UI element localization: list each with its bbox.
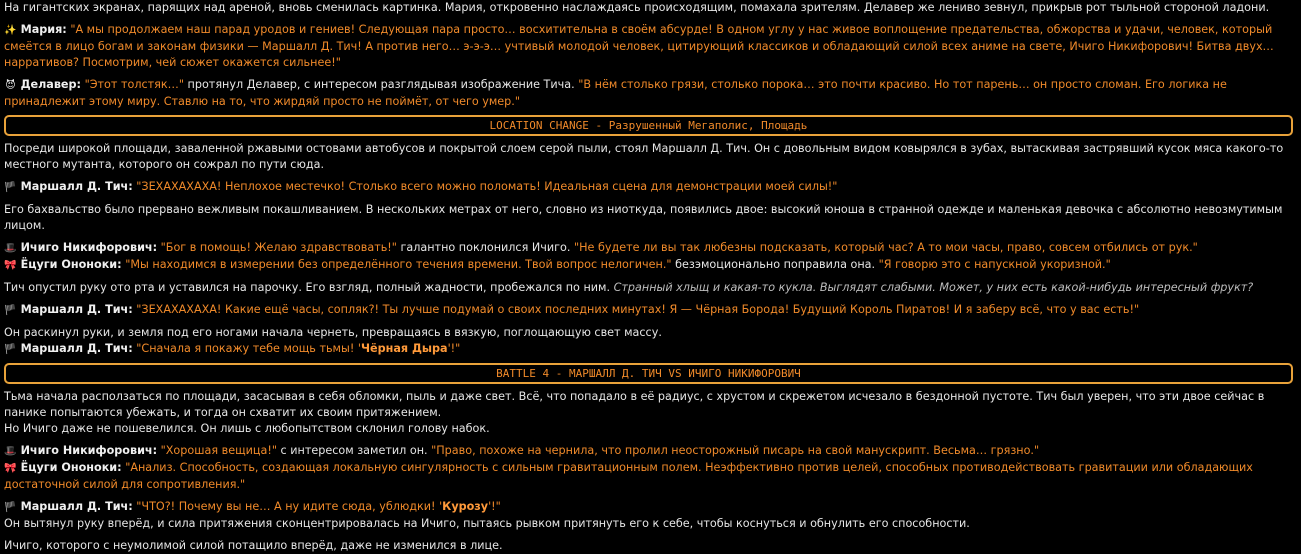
- dialogue: "Мы находимся в измерении без определённого течения времени. Твой вопрос нелогичен.": [125, 258, 672, 271]
- narration: Посреди широкой площади, заваленной ржавыми остовами автобусов и покрытой слоем серой пыли, стоял Маршалл Д. Тич. Он с довольным видом ковырялся в зубах, вытаскивая застрявший кусок мяса какого-то местного мутанта, которого он сожрал по пути сюда.: [4, 142, 1284, 171]
- speaker-name: Маршалл Д. Тич:: [20, 303, 133, 316]
- dialogue: "Право, похоже на чернила, что пролил неосторожный писарь на свой манускрипт. Весьма… грязно.": [431, 444, 1040, 457]
- dialogue: "Этот толстяк…": [84, 78, 184, 91]
- top-hat-icon: 🎩: [4, 243, 17, 254]
- message-teach: [4, 499, 1293, 516]
- narration: Тьма начала расползаться по площади, засасывая в себя обломки, пыль и даже свет. Всё, что попадало в её радиус, с хрустом и скрежетом исчезало в бездонной пустоте. Тич был уверен, что эти двое сейчас в панике попытаются убежать, и тогда он схватит их своим притяжением.: [4, 390, 1265, 419]
- pirate-flag-icon: 🏴: [4, 344, 17, 355]
- attack-name: Курозу: [442, 500, 489, 513]
- dialogue: [136, 342, 460, 355]
- narration: [4, 280, 1293, 296]
- ribbon-icon: 🎀: [4, 260, 17, 271]
- speaker-name: Ичиго Никифорович:: [20, 241, 158, 254]
- message-teach: [4, 179, 1293, 196]
- speaker-name: Мария:: [20, 23, 67, 36]
- narration: с интересом заметил он.: [277, 444, 432, 457]
- narration: Но Ичиго даже не пошевелился. Он лишь с любопытством склонил голову набок.: [4, 422, 490, 435]
- speaker-name: Ёцуги Ононоки:: [20, 461, 122, 474]
- dialogue-text: "Сначала я покажу тебе мощь тьмы! ': [136, 342, 361, 355]
- speaker-name: Маршалл Д. Тич:: [20, 180, 133, 193]
- dialogue: "Бог в помощь! Желаю здравствовать!": [160, 241, 397, 254]
- battle-banner: BATTLE 4 - МАРШАЛЛ Д. ТИЧ VS ИЧИГО НИКИФОРОВИЧ: [4, 363, 1293, 384]
- sparkles-icon: ✨: [4, 25, 17, 36]
- dialogue: "Хорошая вещица!": [160, 444, 277, 457]
- dialogue: "В нём столько грязи, столько порока… это почти красиво. Но тот парень… он просто сломан. Его логика не принадлежит этому миру. Ставлю на то, что жирдяй просто не поймёт, от чего умер.": [4, 78, 1227, 108]
- inner-thought: Странный хлыщ и какая-то кукла. Выглядят слабыми. Может, у них есть какой-нибудь интересный фрукт?: [613, 281, 1254, 294]
- narration: безэмоционально поправила она.: [671, 258, 879, 271]
- dialogue: "Не будете ли вы так любезны подсказать, который час? А то мои часы, право, совсем отбились от рук.": [573, 241, 1198, 254]
- dialogue-text: '!": [447, 342, 461, 355]
- dialogue: [136, 500, 501, 513]
- location-change-banner: LOCATION CHANGE - Разрушенный Мегаполис, Площадь: [4, 115, 1293, 136]
- narration: Ичиго, которого с неумолимой силой потащило вперёд, даже не изменился в лице.: [4, 539, 503, 552]
- dialogue-text: "ЧТО?! Почему вы не… А ну идите сюда, ублюдки! ': [136, 500, 443, 513]
- attack-name: Чёрная Дыра: [360, 342, 448, 355]
- message-ichigo: [4, 240, 1293, 257]
- dialogue-text: '!": [488, 500, 501, 513]
- message-maria: [4, 22, 1293, 71]
- narration: Его бахвальство было прервано вежливым покашливанием. В нескольких метрах от него, словно из ниоткуда, появились двое: высокий юноша в странной одежде и маленькая девочка с абсолютно невозмутимым лицом.: [4, 203, 1283, 232]
- pirate-flag-icon: 🏴: [4, 502, 17, 513]
- speaker-name: Ёцуги Ононоки:: [20, 258, 122, 271]
- pirate-flag-icon: 🏴: [4, 182, 17, 193]
- speaker-name: Маршалл Д. Тич:: [20, 342, 133, 355]
- narration: галантно поклонился Ичиго.: [396, 241, 574, 254]
- narration: Он раскинул руки, и земля под его ногами начала чернеть, превращаясь в вязкую, поглощающую свет массу.: [4, 326, 662, 339]
- message-ichigo: [4, 443, 1293, 460]
- narration: протянул Делавер, с интересом разглядывая изображение Тича.: [183, 78, 579, 91]
- speaker-name: Делавер:: [20, 78, 82, 91]
- narration: Он вытянул руку вперёд, и сила притяжения сконцентрировалась на Ичиго, пытаясь рывком притянуть его к себе, чтобы коснуться и обнулить его способности.: [4, 517, 970, 530]
- dialogue: "Анализ. Способность, создающая локальную сингулярность с сильным гравитационным полем. Неэффективно против целей, способных противодействовать гравитации или обладающих достаточной силой для сопротивления.": [4, 461, 1253, 491]
- message-yotsugi: [4, 460, 1293, 493]
- pirate-flag-icon: 🏴: [4, 305, 17, 316]
- devil-face-icon: 😈: [5, 80, 16, 91]
- speaker-name: Маршалл Д. Тич:: [20, 500, 133, 513]
- dialogue: "А мы продолжаем наш парад уродов и гениев! Следующая пара просто… восхитительна в своём абсурде! В одном углу у нас живое воплощение предательства, обжорства и удачи, человек, который смеётся в лицо богам и законам физики — Маршалл Д. Тич! А против него… э-э-э… учтивый молодой человек, цитирующий классиков и обладающий силой всех аниме на свете, Ичиго Никифорович! Битва двух… нарративов? Посмотрим, чей сюжет окажется сильнее!": [4, 23, 1274, 69]
- message-teach: [4, 341, 1293, 358]
- dialogue: "Я говорю это с напускной укоризной.": [878, 258, 1111, 271]
- top-hat-icon: 🎩: [4, 446, 17, 457]
- dialogue: "ЗЕХАХАХАХА! Неплохое местечко! Столько всего можно поломать! Идеальная сцена для демонстрации моей силы!": [136, 180, 838, 193]
- message-delaver: [4, 77, 1293, 110]
- narration-text: Тич опустил руку ото рта и уставился на парочку. Его взгляд, полный жадности, пробежался по ним.: [4, 281, 614, 294]
- message-yotsugi: [4, 257, 1293, 274]
- narration: На гигантских экранах, парящих над ареной, вновь сменилась картинка. Мария, откровенно наслаждаясь происходящим, помахала зрителям. Делавер же лениво зевнул, прикрыв рот тыльной стороной ладони.: [4, 1, 1270, 14]
- ribbon-icon: 🎀: [4, 463, 17, 474]
- message-teach: [4, 302, 1293, 319]
- dialogue: "ЗЕХАХАХАХА! Какие ещё часы, сопляк?! Ты лучше подумай о своих последних минутах! Я — Чёрная Борода! Будущий Король Пиратов! И я заберу всё, что у вас есть!": [136, 303, 1140, 316]
- speaker-name: Ичиго Никифорович:: [20, 444, 158, 457]
